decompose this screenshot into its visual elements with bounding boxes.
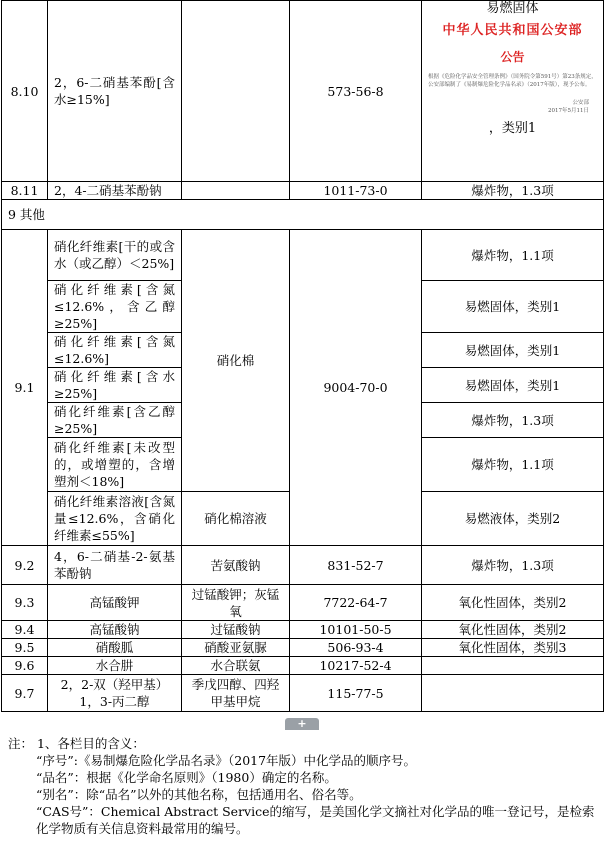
- cas-number: 831-52-7: [290, 546, 422, 585]
- alias-cell: 过锰酸钠: [182, 621, 290, 639]
- hazard-class: 爆炸物，1.3项: [422, 182, 604, 200]
- table-row: [2, 585, 604, 621]
- product-name: 硝化纤维素[干的或含水（或乙醇）＜25%]: [48, 230, 182, 281]
- alias-cell: [182, 1, 290, 182]
- product-name: 硝化纤维素[含氮≤12.6%，含乙醇≥25%]: [48, 281, 182, 333]
- serial-number: 9.2: [2, 546, 48, 585]
- hazard-class: [422, 657, 604, 675]
- hazard-class: 易燃固体，类别1: [422, 333, 604, 368]
- table-row: [2, 182, 604, 200]
- product-name: 水合肼: [48, 657, 182, 675]
- hazard-class: 爆炸物，1.1项: [422, 230, 604, 281]
- serial-number: 9.6: [2, 657, 48, 675]
- product-name: 硝化纤维素[未改型的，或增塑的，含增塑剂＜18%]: [48, 438, 182, 492]
- product-name: 2，6-二硝基苯酚[含水≥15%]: [48, 1, 182, 182]
- alias-cell: 硝化棉: [182, 230, 290, 492]
- cas-number: 7722-64-7: [290, 585, 422, 621]
- note-line: “CAS号”：Chemical Abstract Service的缩写，是美国化学文摘社对化学品的唯一登记号，是检索化学物质有关信息资料最常用的编号。: [36, 804, 595, 836]
- alias-cell: [182, 182, 290, 200]
- product-name: 2，4-二硝基苯酚钠: [48, 182, 182, 200]
- cas-number: 115-77-5: [290, 675, 422, 712]
- hazard-class: 易燃固体，类别1: [422, 368, 604, 403]
- serial-number: 9.4: [2, 621, 48, 639]
- hazard-class: 爆炸物，1.3项: [422, 403, 604, 438]
- product-name: 硝化纤维素[含乙醇≥25%]: [48, 403, 182, 438]
- table-row: [2, 230, 604, 281]
- hazard-class: 氧化性固体，类别2: [422, 585, 604, 621]
- hazard-class: 氧化性固体，类别2: [422, 621, 604, 639]
- notice-title: 公告: [500, 50, 525, 64]
- table-row: [2, 675, 604, 712]
- hazard-class: 爆炸物，1.3项: [422, 546, 604, 585]
- serial-number: 9.5: [2, 639, 48, 657]
- chemical-table: [1, 0, 604, 712]
- serial-number: 9.1: [2, 230, 48, 546]
- note-line: “别名”：除“品名”以外的其他名称，包括通用名、俗名等。: [36, 787, 362, 802]
- expand-button[interactable]: +: [285, 718, 319, 730]
- notice-overlay: [422, 1, 604, 182]
- note-line: “品名”：根据《化学命名原则》（1980）确定的名称。: [36, 770, 337, 785]
- cas-number: 1011-73-0: [290, 182, 422, 200]
- alias-cell: 过锰酸钾；灰锰氧: [182, 585, 290, 621]
- notice-top-text: 易燃固体: [486, 1, 539, 16]
- serial-number: 8.11: [2, 182, 48, 200]
- hazard-class: 爆炸物，1.1项: [422, 438, 604, 492]
- alias-cell: 苦氨酸钠: [182, 546, 290, 585]
- cas-number: 10217-52-4: [290, 657, 422, 675]
- alias-cell: 水合联氨: [182, 657, 290, 675]
- notice-bottom-text: ，类别1: [488, 121, 537, 136]
- table-row: [2, 1, 604, 182]
- table-row: [2, 546, 604, 585]
- serial-number: 8.10: [2, 1, 48, 182]
- alias-cell: 季戊四醇、四羟甲基甲烷: [182, 675, 290, 712]
- section-row: [2, 200, 604, 230]
- notes-section: [8, 735, 600, 837]
- table-row: [2, 621, 604, 639]
- product-name: 硝化纤维素[含氮≤12.6%]: [48, 333, 182, 368]
- product-name: 高锰酸钠: [48, 621, 182, 639]
- product-name: 硝化纤维素溶液[含氮量≤12.6%，含硝化纤维素≤55%]: [48, 492, 182, 546]
- serial-number: 9.3: [2, 585, 48, 621]
- notice-body: 根据《危险化学品安全管理条例》（国务院令第591号）第23条规定，公安部编制了《易制爆危险化学品名录》（2017年版），现予公布。: [428, 74, 597, 88]
- table-row: [2, 639, 604, 657]
- table-row: [2, 657, 604, 675]
- cas-number: 573-56-8: [290, 1, 422, 182]
- notes-heading: 注： 1、各栏目的含义：: [8, 736, 145, 751]
- serial-number: 9.7: [2, 675, 48, 712]
- section-title: 9 其他: [2, 200, 604, 230]
- hazard-class: 易燃液体，类别2: [422, 492, 604, 546]
- alias-cell: 硝化棉溶液: [182, 492, 290, 546]
- cas-number: 9004-70-0: [290, 230, 422, 546]
- hazard-class: [422, 675, 604, 712]
- cas-number: 506-93-4: [290, 639, 422, 657]
- alias-cell: 硝酸亚氨脲: [182, 639, 290, 657]
- note-line: “序号”:《易制爆危险化学品名录》（2017年版）中化学品的顺序号。: [36, 753, 417, 768]
- cas-number: 10101-50-5: [290, 621, 422, 639]
- notice-org: 中华人民共和国公安部: [442, 23, 583, 38]
- product-name: 2，2-双（羟甲基）1，3-丙二醇: [48, 675, 182, 712]
- product-name: 高锰酸钾: [48, 585, 182, 621]
- product-name: 硝酸胍: [48, 639, 182, 657]
- hazard-class: 易燃固体，类别1: [422, 281, 604, 333]
- notice-sign: 公安部: [572, 100, 590, 106]
- notice-date: 2017年5月11日: [548, 108, 590, 114]
- hazard-class: 氧化性固体，类别3: [422, 639, 604, 657]
- product-name: 4，6-二硝基-2-氨基苯酚钠: [48, 546, 182, 585]
- product-name: 硝化纤维素[含水≥25%]: [48, 368, 182, 403]
